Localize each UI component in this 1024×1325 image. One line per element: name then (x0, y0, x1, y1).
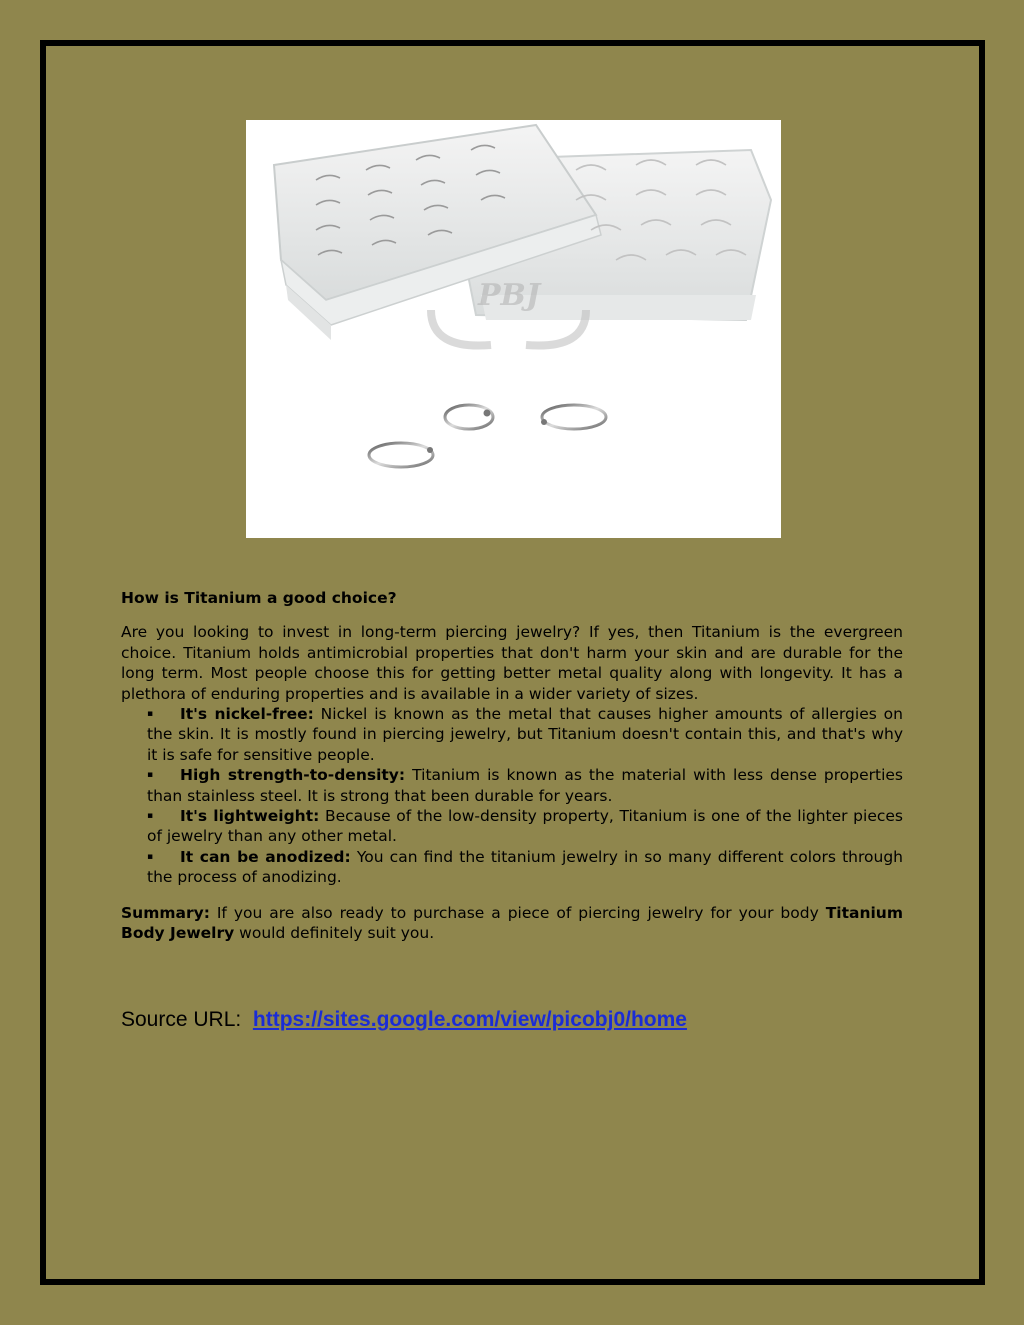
bullet-icon: ▪ (147, 770, 154, 781)
feature-list (121, 704, 903, 888)
bullet-icon: ▪ (147, 709, 154, 720)
bullet-icon: ▪ (147, 811, 154, 822)
product-photo (246, 120, 781, 538)
summary-product: Titanium Body Jewelry (121, 903, 903, 943)
feature-label: It's nickel-free: (180, 705, 314, 724)
summary-text: If you are also ready to purchase a piece of piercing jewelry for your body (209, 903, 826, 922)
summary-label: Summary: (121, 903, 210, 922)
list-item (147, 806, 903, 847)
list-item (147, 704, 903, 765)
source-link[interactable]: https://sites.google.com/view/picobj0/home (252, 1008, 687, 1031)
summary-text-end: would definitely suit you. (234, 924, 435, 943)
feature-label: It can be anodized: (180, 847, 351, 866)
bullet-icon: ▪ (147, 851, 154, 862)
feature-text: Titanium is known as the material with less dense properties than stainless steel. It is strong that been durable for years. (147, 766, 903, 805)
feature-text: You can find the titanium jewelry in so many different colors through the process of anodizing. (147, 847, 903, 887)
source-label: Source URL: (121, 1008, 242, 1031)
summary-paragraph (121, 903, 903, 944)
feature-label: High strength-to-density: (180, 766, 406, 785)
list-item (147, 765, 903, 806)
feature-text: Because of the low-density property, Titanium is one of the lighter pieces of jewelry than any other metal. (147, 807, 903, 846)
list-item (147, 847, 903, 888)
loose-rings (369, 405, 606, 467)
feature-label: It's lightweight: (180, 807, 320, 826)
article-body (121, 588, 903, 944)
source-line (121, 1008, 687, 1032)
section-heading: How is Titanium a good choice? (121, 589, 397, 607)
feature-text: Nickel is known as the metal that causes higher amounts of allergies on the skin. It is mostly found in piercing jewelry, but Titanium doesn't contain this, and that's why it is safe for sensitive people. (147, 705, 903, 764)
watermark-text: PBJ (478, 278, 541, 313)
intro-paragraph: Are you looking to invest in long-term piercing jewelry? If yes, then Titanium is the evergreen choice. Titanium holds antimicrobial properties that don't harm your skin and are durable for the long term. Most people choose this for getting better metal quality along with longevity. It has a plethora of enduring properties and is available in a wider variety of sizes. (121, 623, 903, 703)
